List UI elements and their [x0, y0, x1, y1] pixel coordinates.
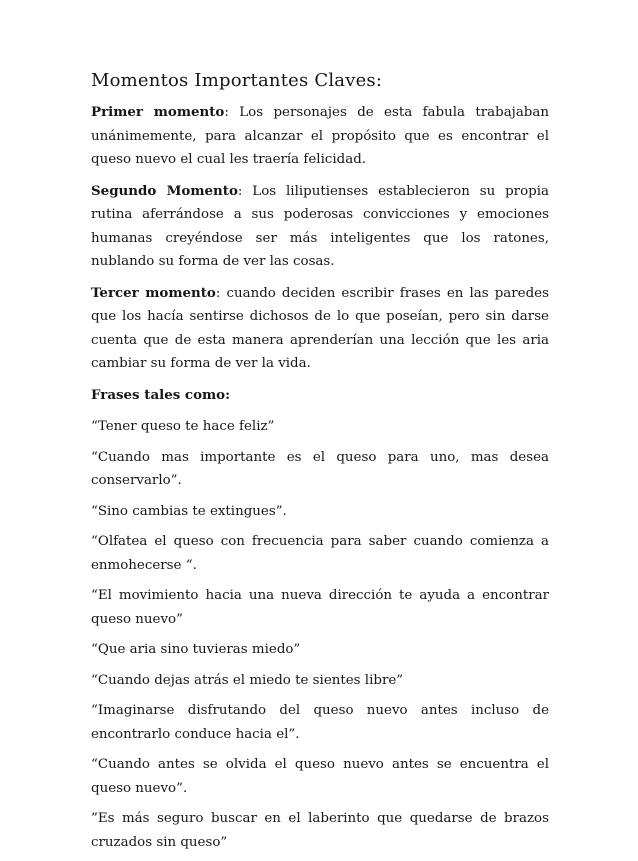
phrase-item: “Olfatea el queso con frecuencia para saber cuando comienza a enmohecerse “.	[91, 534, 549, 573]
section-label: Primer momento	[91, 104, 225, 120]
phrases-heading	[91, 384, 549, 408]
section-text: : cuando deciden escribir frases en las paredes que los hacía sentirse dichosos de lo que poseían, pero sin darse cuenta que de esta manera aprenderían una lección que les aria cambiar su forma de ver la vida.	[91, 285, 549, 371]
section-label: Segundo Momento	[91, 182, 238, 199]
phrase-item: “El movimiento hacia una nueva dirección te ayuda a encontrar queso nuevo”	[91, 588, 549, 627]
phrases-heading-text: Frases tales como:	[91, 386, 231, 403]
section-tercer-momento	[91, 282, 549, 376]
section-label: Tercer momento	[91, 284, 216, 301]
phrase-item: “Cuando antes se olvida el queso nuevo antes se encuentra el queso nuevo”.	[91, 757, 549, 796]
phrase-item: “Cuando dejas atrás el miedo te sientes libre”	[91, 672, 404, 688]
phrase-item: “Tener queso te hace feliz”	[91, 419, 275, 434]
section-segundo-momento	[91, 180, 549, 274]
phrase-item: “Cuando mas importante es el queso para uno, mas desea conservarlo”.	[91, 449, 549, 488]
phrase-item: “Sino cambias te extingues”.	[91, 503, 287, 519]
phrase-item: “Que aria sino tuvieras miedo”	[91, 642, 301, 657]
section-text: : Los liliputienses establecieron su propia rutina aferrándose a sus poderosas convicciones y emociones humanas creyéndose ser más inteligentes que los ratones, nublando su forma de ver las cosas.	[91, 183, 549, 269]
phrase-item: ”Es más seguro buscar en el laberinto que quedarse de brazos cruzados sin queso”	[91, 811, 549, 850]
section-text: : Los personajes de esta fabula trabajaban unánimemente, para alcanzar el propósito que es encontrar el queso nuevo el cual les traería felicidad.	[91, 105, 549, 167]
page-title: Momentos Importantes Claves:	[91, 70, 383, 91]
phrase-item: “Imaginarse disfrutando del queso nuevo antes incluso de encontrarlo conduce hacia el”.	[91, 703, 549, 742]
document-content	[91, 70, 549, 861]
section-primer-momento	[91, 101, 549, 172]
